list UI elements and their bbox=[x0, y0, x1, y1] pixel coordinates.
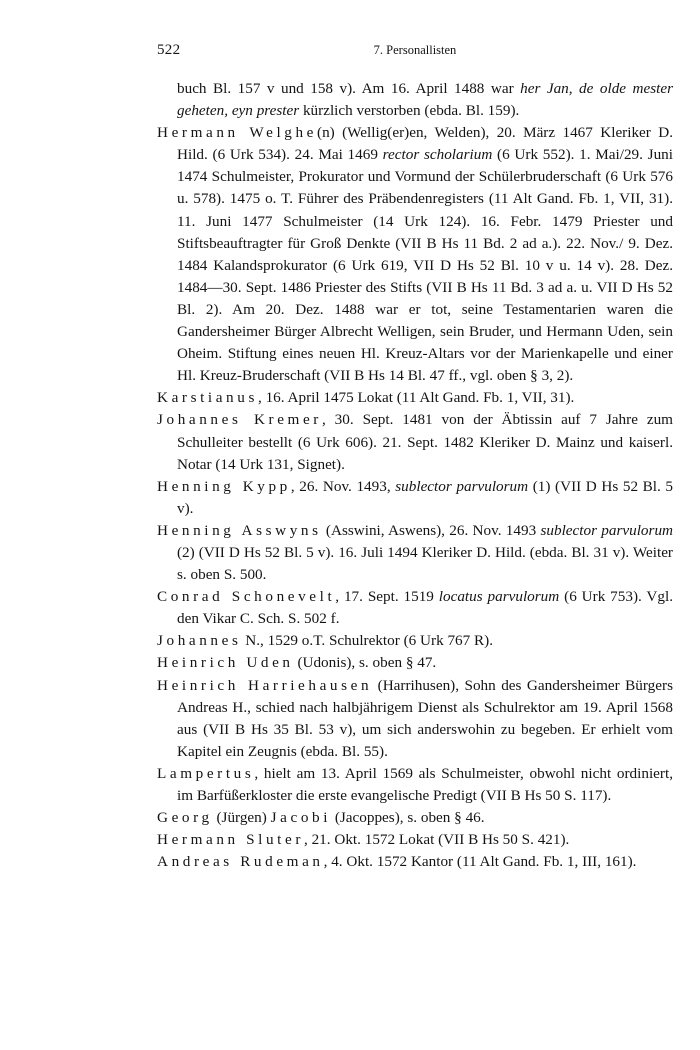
person-name: Conrad Schonevelt bbox=[157, 588, 336, 606]
entry-text: (Udonis), s. oben § 47. bbox=[293, 654, 437, 672]
entry-text: (6 Urk 753). Vgl. den Vikar C. Sch. S. 502 f. bbox=[177, 588, 673, 628]
entry-text: N., 1529 o.T. Schulrektor (6 Urk 767 R). bbox=[241, 632, 494, 650]
latin-term: rector scholarium bbox=[382, 146, 493, 164]
person-name: Georg bbox=[157, 809, 213, 827]
entry-text: (Jacoppes), s. oben § 46. bbox=[331, 809, 485, 827]
person-name: Johannes Kremer bbox=[157, 411, 322, 429]
person-entry bbox=[157, 652, 673, 674]
entry-text: (n) (Wellig(er)en, Welden), 20. März 1467 Kleriker D. Hild. (6 Urk 534). 24. Mai 1469 bbox=[177, 124, 673, 164]
entry-text: , 26. Nov. 1493, bbox=[290, 477, 396, 495]
page-number: 522 bbox=[157, 42, 181, 58]
person-name: Hermann Welghe bbox=[157, 124, 318, 142]
person-name: Hermann Sluter bbox=[157, 831, 304, 849]
person-name: Johannes bbox=[157, 632, 242, 650]
latin-term: sublector parvulorum bbox=[540, 521, 674, 539]
page-header bbox=[157, 42, 673, 62]
entry-text: (1) (VII D Hs 52 Bl. 5 v). bbox=[177, 477, 674, 517]
person-entry bbox=[157, 122, 673, 387]
entry-text: buch Bl. 157 v und 158 v). Am 16. April 1488 war bbox=[177, 80, 521, 97]
entry-text: kürzlich verstorben (ebda. Bl. 159). bbox=[299, 102, 520, 120]
person-entry bbox=[157, 630, 673, 652]
person-entry bbox=[157, 807, 673, 829]
person-name: Karstianus bbox=[157, 389, 258, 407]
person-entry bbox=[157, 387, 673, 409]
entry-text: , 17. Sept. 1519 bbox=[335, 588, 439, 606]
entry-text: (2) (VII D Hs 52 Bl. 5 v). 16. Juli 1494 Kleriker D. Hild. (ebda. Bl. 31 v). Weiter s. oben S. 500. bbox=[177, 543, 673, 584]
person-entry bbox=[157, 829, 673, 851]
person-name: Heinrich Uden bbox=[157, 654, 294, 672]
entry-text: , hielt am 13. April 1569 als Schulmeister, obwohl nicht ordiniert, im Barfüßerkloster die erste evangelische Predigt (VII B Hs 50 S. 117). bbox=[177, 764, 673, 804]
person-entry bbox=[157, 586, 673, 630]
person-name: Lampertus bbox=[157, 764, 255, 782]
entry-text: , 21. Okt. 1572 Lokat (VII B Hs 50 S. 421). bbox=[303, 831, 570, 849]
person-name: Henning Kypp bbox=[157, 477, 291, 495]
entry-text: (Harrihusen), Sohn des Gandersheimer Bürgers Andreas H., schied nach halbjährigem Dienst als Schulrektor am 19. April 1568 aus (VII B Hs 35 Bl. 53 v), um sich anderswohin zu begeben. Er erhielt vom Kapitel ein Zeugnis (ebda. Bl. 55). bbox=[177, 676, 673, 760]
latin-term: her Jan, de olde mester geheten, eyn prester bbox=[177, 80, 673, 120]
person-name: Andreas Rudeman bbox=[157, 853, 324, 871]
latin-term: sublector parvulorum bbox=[395, 477, 529, 495]
person-entry bbox=[157, 851, 673, 873]
person-name: Jacobi bbox=[270, 809, 332, 827]
entry-text: (Asswini, Aswens), 26. Nov. 1493 bbox=[321, 521, 541, 539]
latin-term: locatus parvulorum bbox=[438, 588, 560, 606]
entry-text: (Jürgen) bbox=[212, 809, 271, 827]
entry-text: (6 Urk 552). 1. Mai/29. Juni 1474 Schulmeister, Prokurator und Vormund der Schülerbruderschaft (6 Urk 576 u. 578). 1475 o. T. Führer des Präbendenregisters (11 Alt Gand. Fb. 1, VII, 31). 11. Juni 1477 Schulmeister (14 Urk 124). 16. Febr. 1479 Priester und Stiftsbeauftragter für Groß Denkte (VII B Hs 11 Bd. 2 ad a.). 22. Nov./ 9. Dez. 1484 Kalandsprokurator (6 Urk 619, VII D Hs 52 Bl. 10 v u. 14 v). 28. Dez. 1484—30. Sept. 1486 Priester des Stifts (VII B Hs 11 Bd. 3 ad a. u. VII D Hs 52 Bl. 2). Am 20. Dez. 1488 war er tot, seine Testamentarien waren die Gandersheimer Bürger Albrecht Welligen, sein Bruder, und Hermann Uden, sein Oheim. Stiftung eines neuen Hl. Kreuz-Altars vor der Marienkapelle und einer Hl. Kreuz-Bruderschaft (VII B Hs 14 Bl. 47 ff., vgl. oben § 3, 2). bbox=[177, 146, 673, 385]
continued-entry bbox=[157, 78, 673, 122]
person-entry bbox=[157, 675, 673, 763]
person-name: Heinrich Harriehausen bbox=[157, 676, 373, 694]
entry-text: , 4. Okt. 1572 Kantor (11 Alt Gand. Fb. 1, III, 161). bbox=[323, 853, 637, 871]
entry-text: , 30. Sept. 1481 von der Äbtissin auf 7 Jahre zum Schulleiter bestellt (6 Urk 606). 21. Sept. 1482 Kleriker D. Mainz und kaiserl. Notar (14 Urk 131, Signet). bbox=[177, 411, 673, 473]
person-entry bbox=[157, 763, 673, 807]
person-name: Henning Asswyns bbox=[157, 521, 322, 539]
person-entry bbox=[157, 520, 673, 586]
person-entry bbox=[157, 409, 673, 475]
entry-text: , 16. April 1475 Lokat (11 Alt Gand. Fb. 1, VII, 31). bbox=[257, 389, 575, 407]
personnel-list bbox=[157, 78, 673, 873]
person-entry bbox=[157, 476, 673, 520]
running-head: 7. Personallisten bbox=[373, 43, 457, 57]
